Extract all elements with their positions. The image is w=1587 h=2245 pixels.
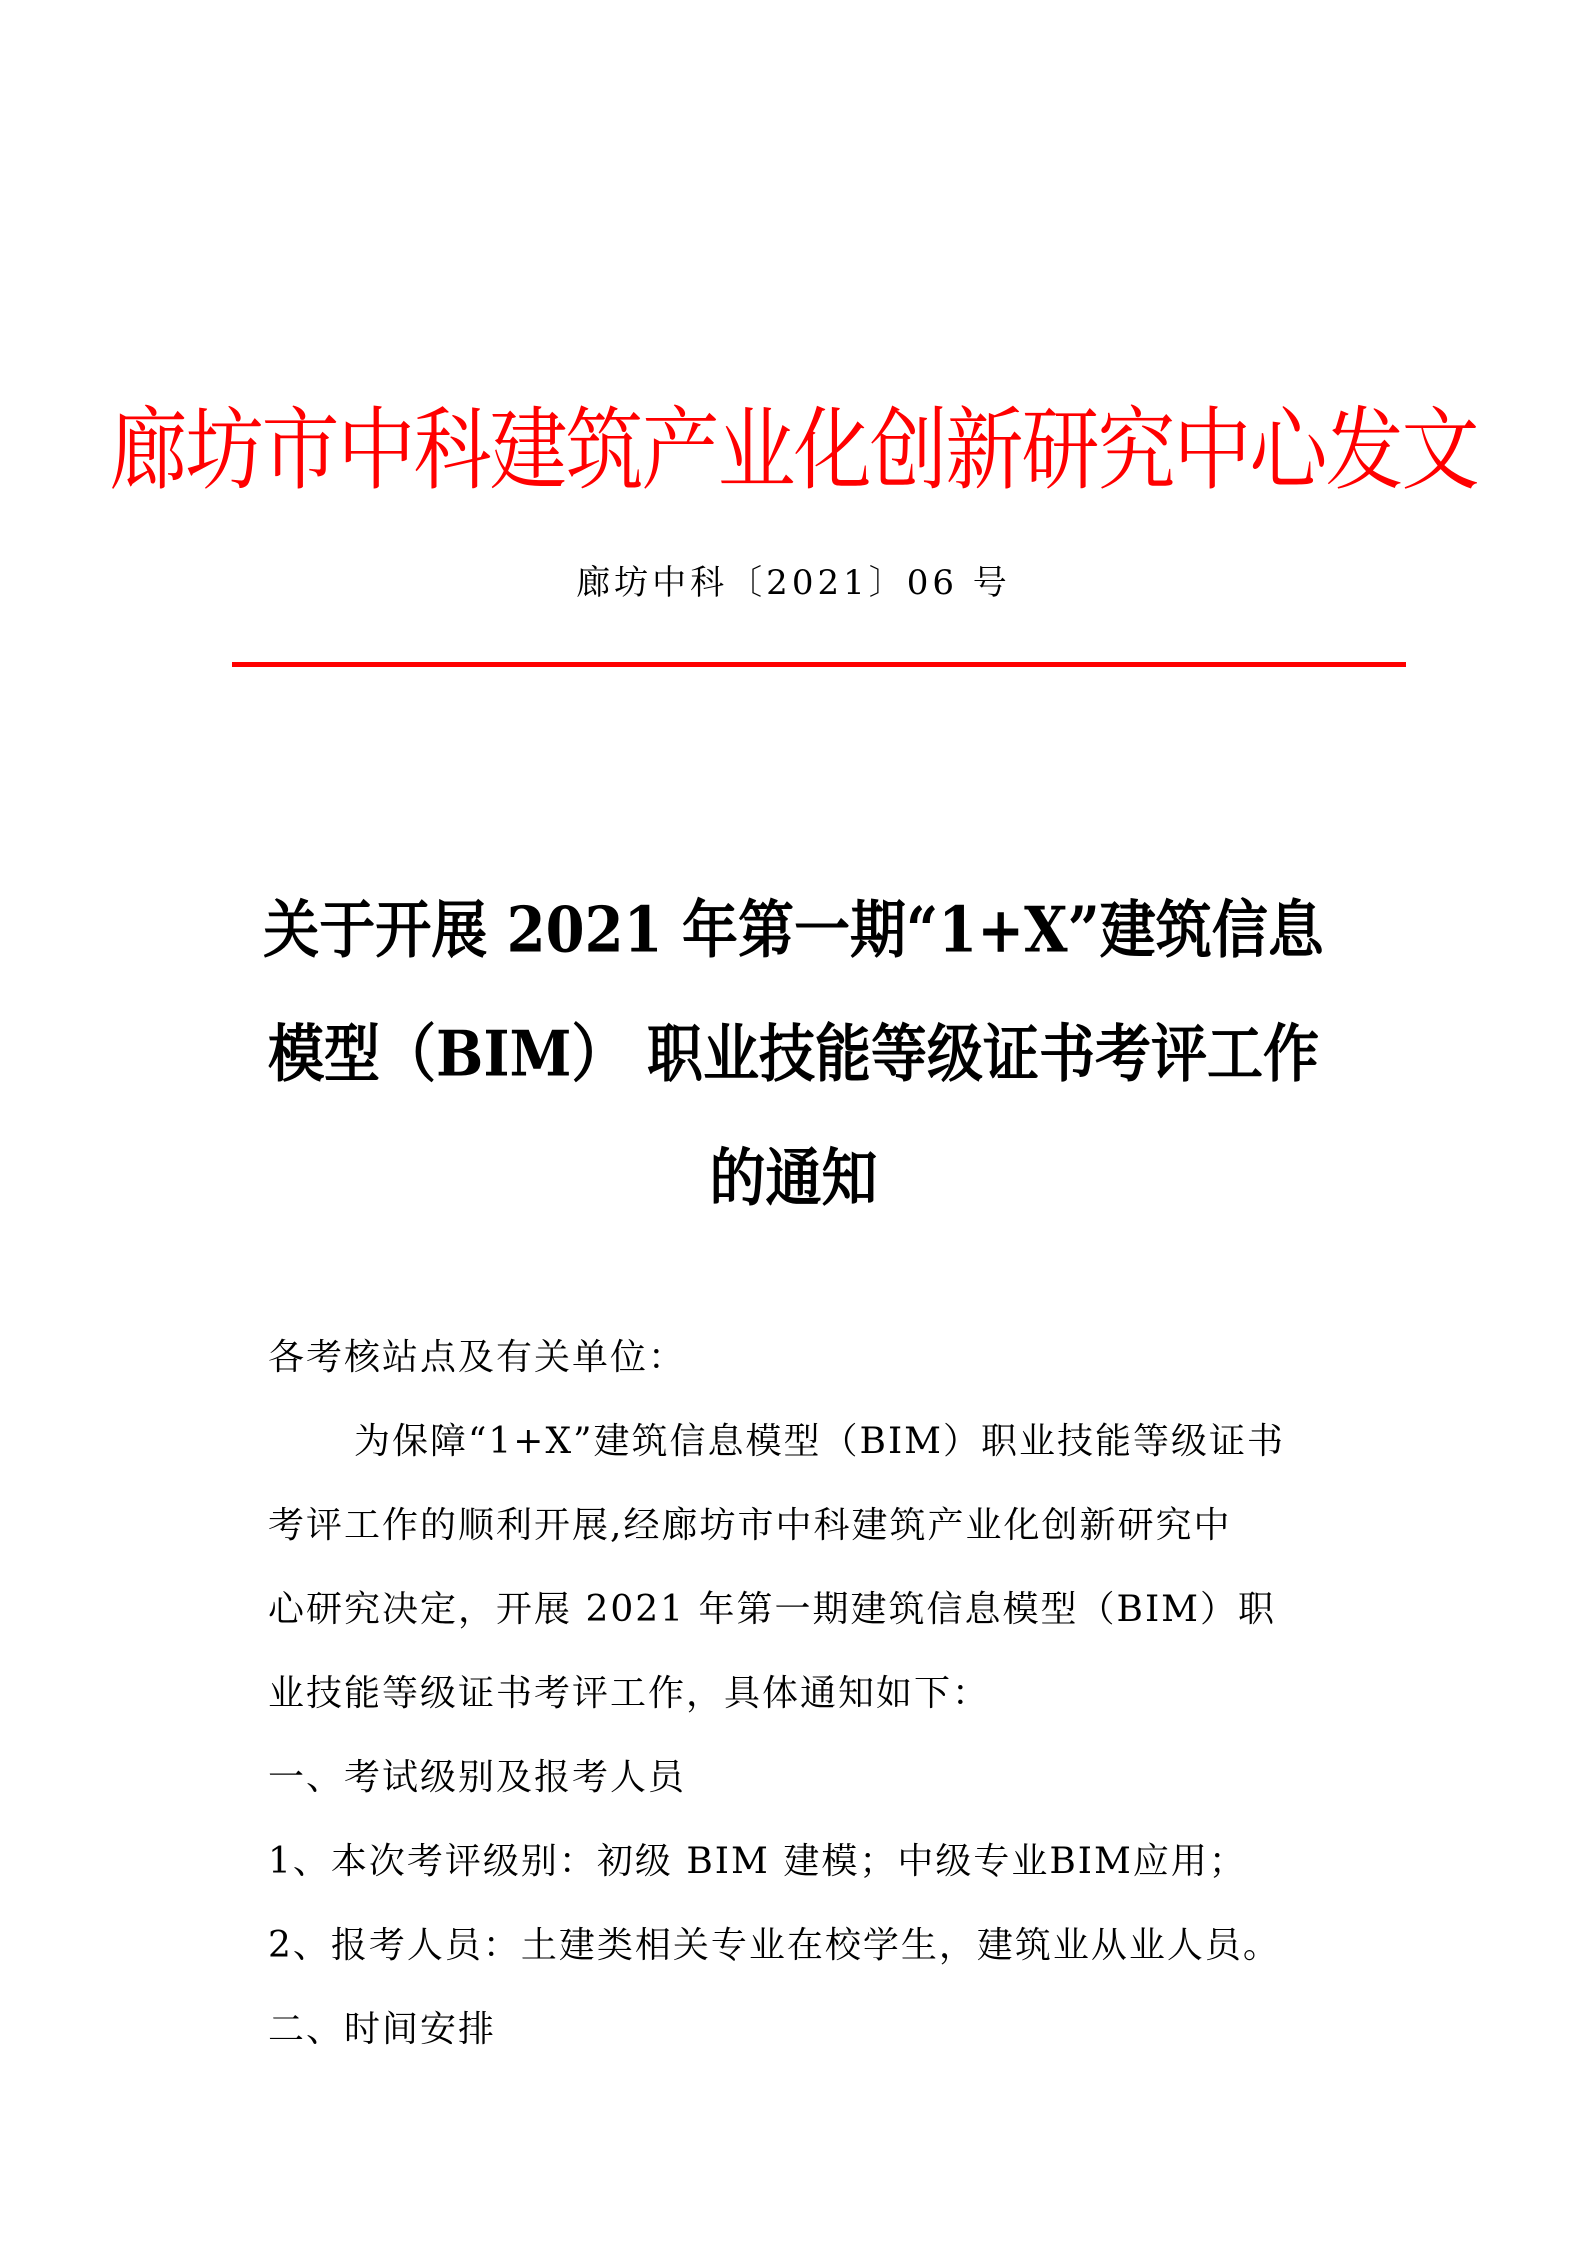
notice-title bbox=[0, 868, 1587, 1240]
issuer-header-title: 廊坊市中科建筑产业化创新研究中心发文 bbox=[109, 399, 1478, 503]
intro-line-2: 考评工作的顺利开展,经廊坊市中科建筑产业化创新研究中 bbox=[268, 1505, 1232, 1546]
section-1-item-2: 2、报考人员：土建类相关专业在校学生，建筑业从业人员。 bbox=[268, 1925, 1281, 1966]
notice-title-line-3: 的通知 bbox=[709, 1141, 878, 1215]
salutation: 各考核站点及有关单位： bbox=[268, 1337, 687, 1378]
notice-title-line-2: 模型（BIM） 职业技能等级证书考评工作 bbox=[267, 1017, 1319, 1091]
intro-line-1: 为保障“1+X”建筑信息模型（BIM）职业技能等级证书 bbox=[354, 1421, 1286, 1462]
section-1-heading: 一、考试级别及报考人员 bbox=[268, 1757, 687, 1798]
notice-body bbox=[268, 1316, 1358, 2072]
intro-line-3: 心研究决定，开展 2021 年第一期建筑信息模型（BIM）职 bbox=[268, 1589, 1277, 1630]
document-number: 廊坊中科〔2021〕06 号 bbox=[576, 563, 1011, 603]
section-2-heading: 二、时间安排 bbox=[268, 2009, 497, 2050]
red-divider-line bbox=[232, 662, 1406, 667]
section-1-item-1: 1、本次考评级别：初级 BIM 建模；中级专业BIM应用； bbox=[268, 1841, 1247, 1882]
notice-title-line-1: 关于开展 2021 年第一期“1+X”建筑信息 bbox=[263, 893, 1324, 967]
intro-line-4: 业技能等级证书考评工作，具体通知如下： bbox=[268, 1673, 991, 1714]
